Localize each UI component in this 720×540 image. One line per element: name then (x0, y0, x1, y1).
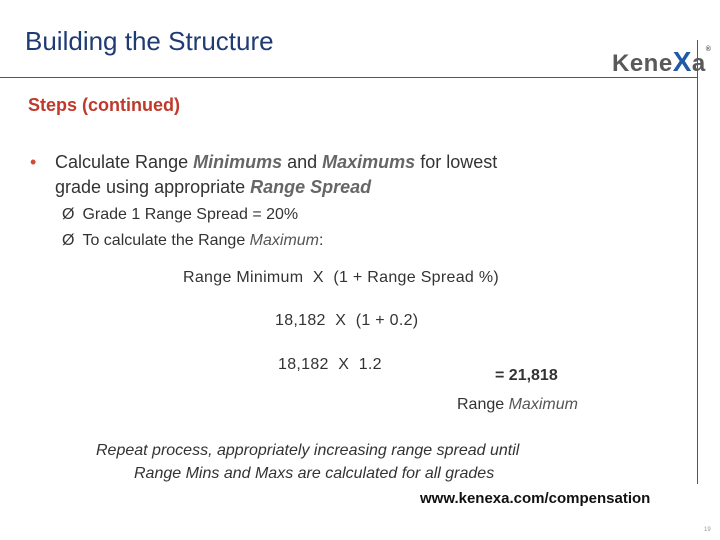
bullet-emphasis-range-spread: Range Spread (250, 177, 372, 197)
title-divider-line (0, 77, 697, 78)
bullet-text: and (282, 152, 323, 172)
formula-line: Range Minimum X (1 + Range Spread %) (183, 269, 499, 286)
slide-title: Building the Structure (25, 26, 274, 56)
calculation-line-2: 18,182 X 1.2 (278, 356, 382, 373)
bullet-emphasis-maximums: Maximums (322, 152, 416, 172)
subpoint-1 (62, 206, 298, 224)
bullet-line-1 (55, 152, 497, 173)
logo-registered: ® (705, 46, 712, 53)
repeat-note-line-2: Range Mins and Maxs are calculated for all grades (134, 465, 495, 482)
vertical-divider-line (697, 40, 698, 484)
bullet-line-2 (55, 177, 371, 198)
repeat-note-line-1: Repeat process, appropriately increasing range spread until (96, 442, 520, 459)
bullet-icon: • (30, 152, 37, 172)
bullet-text: for lowest (415, 152, 498, 172)
footer-url: www.kenexa.com/compensation (420, 490, 651, 507)
arrow-icon: Ø (62, 206, 75, 223)
subpoint-2 (62, 232, 323, 250)
logo-text-pre: Kene (612, 50, 673, 77)
logo-text-post: a (691, 50, 706, 77)
subpoint-emphasis: Maximum (249, 232, 320, 249)
subpoint-text: Grade 1 Range Spread = 20% (82, 206, 299, 223)
calculation-line-1: 18,182 X (1 + 0.2) (275, 312, 419, 329)
result-label (457, 396, 578, 414)
bullet-text: Calculate Range (55, 152, 194, 172)
arrow-icon: Ø (62, 232, 75, 249)
bullet-emphasis-minimums: Minimums (193, 152, 283, 172)
bullet-text: grade using appropriate (55, 177, 251, 197)
result-value: = 21,818 (495, 367, 558, 384)
kenexa-logo (612, 46, 711, 78)
logo-text-x: X (672, 46, 692, 77)
section-subtitle: Steps (continued) (28, 95, 180, 115)
subpoint-text: To calculate the Range (82, 232, 250, 249)
result-label-emphasis: Maximum (508, 396, 578, 413)
page-number: 19 (704, 527, 711, 533)
subpoint-text: : (319, 232, 324, 249)
result-label-text: Range (457, 396, 509, 413)
